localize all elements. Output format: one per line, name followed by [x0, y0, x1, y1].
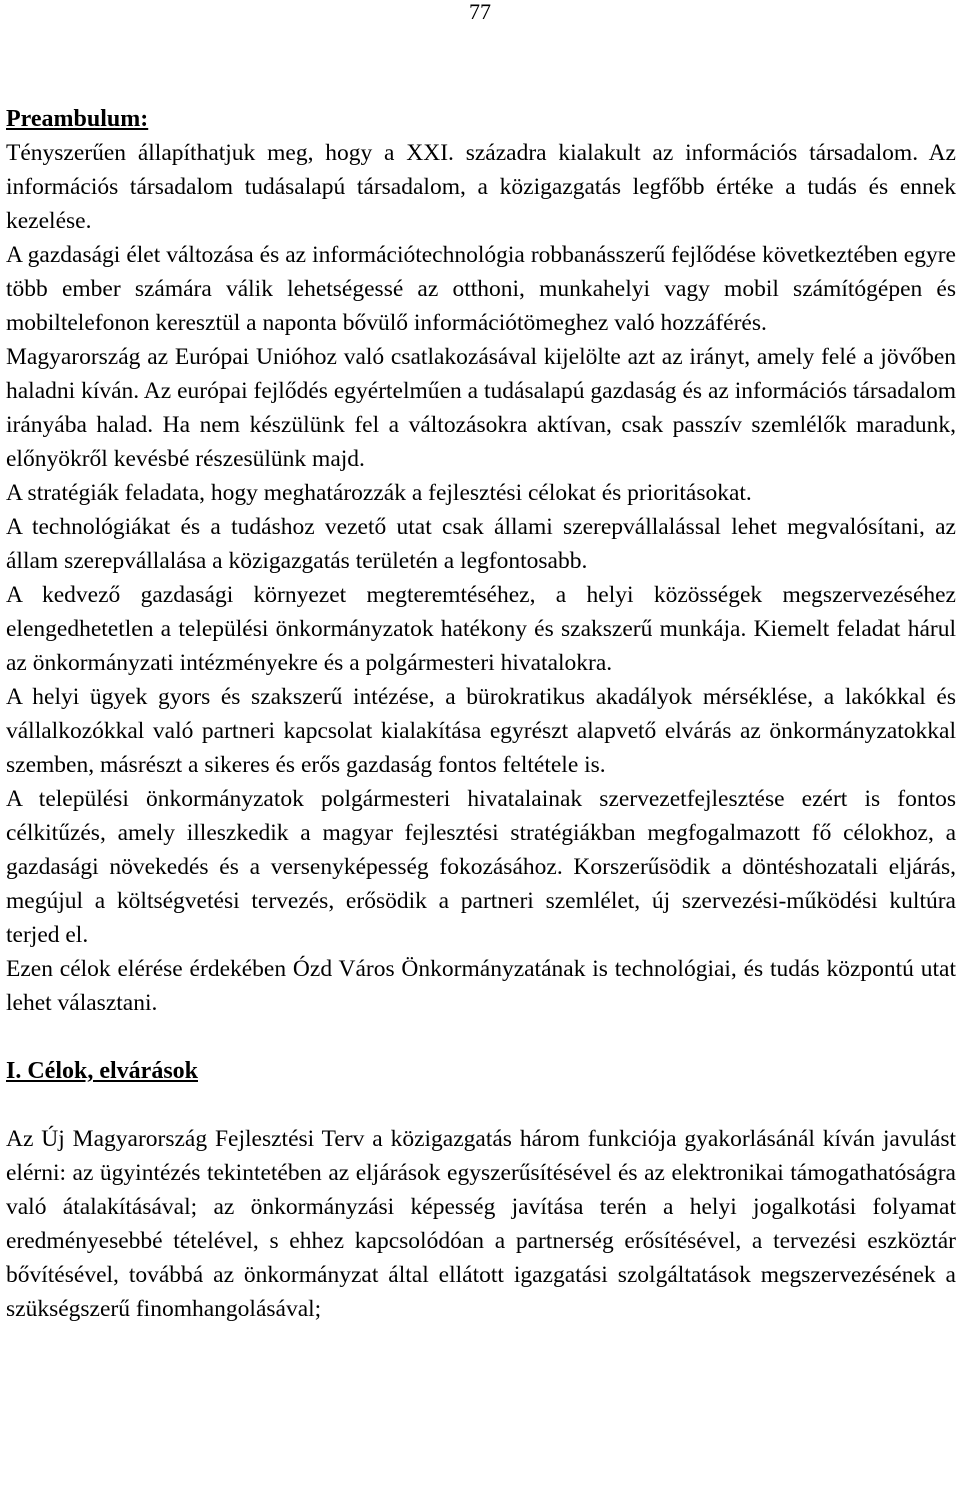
- page-number: 77: [469, 0, 491, 24]
- paragraph: A technológiákat és a tudáshoz vezető utat csak állami szerepvállalással lehet megvalósítani, az állam szerepvállalása a közigazgatás területén a legfontosabb.: [6, 514, 956, 574]
- spacer: [6, 1088, 956, 1122]
- paragraph: A gazdasági élet változása és az információtechnológia robbanásszerű fejlődése következtében egyre több ember számára válik lehetségessé az otthoni, munkahelyi vagy mobil számítógépen és mobiltelefonon keresztül a naponta bővülő információtömeghez való hozzáférés.: [6, 242, 956, 336]
- paragraph: A helyi ügyek gyors és szakszerű intézése, a bürokratikus akadályok mérséklése, a lakókkal és vállalkozókkal való partneri kapcsolat kialakítása egyrészt alapvető elvárás az önkormányzatokkal szemben, másrészt a sikeres és erős gazdaság fontos feltétele is.: [6, 684, 956, 778]
- section-heading-preamble: Preambulum:: [6, 106, 149, 132]
- paragraph: A stratégiák feladata, hogy meghatározzák a fejlesztési célokat és prioritásokat.: [6, 480, 752, 506]
- paragraph: Az Új Magyarország Fejlesztési Terv a közigazgatás három funkciója gyakorlásánál kíván javulást elérni: az ügyintézés tekintetében az eljárások egyszerűsítésével és az elektronikai támogathatóságra való átalakításával; az önkormányzási képesség javítása terén a helyi jogalkotási folyamat eredményesebbé tételével, s ehhez kapcsolódóan a partnerség erősítésével, a tervezési eszköztár bővítésével, továbbá az önkormányzat által ellátott igazgatási szolgáltatások megszervezésének a szükségszerű finomhangolásával;: [6, 1126, 956, 1322]
- document-body: [6, 102, 956, 1326]
- paragraph: Ezen célok elérése érdekében Ózd Város Önkormányzatának is technológiai, és tudás központú utat lehet választani.: [6, 956, 956, 1016]
- preamble-section: [6, 102, 956, 1020]
- goals-section: [6, 1054, 956, 1326]
- paragraph: Tényszerűen állapíthatjuk meg, hogy a XXI. századra kialakult az információs társadalom. Az információs társadalom tudásalapú társadalom, a közigazgatás legfőbb értéke a tudás és ennek kezelése.: [6, 140, 956, 234]
- paragraph: A kedvező gazdasági környezet megteremtéséhez, a helyi közösségek megszervezéséhez elengedhetetlen a települési önkormányzatok hatékony és szakszerű munkája. Kiemelt feladat hárul az önkormányzati intézményekre és a polgármesteri hivatalokra.: [6, 582, 956, 676]
- paragraph: A települési önkormányzatok polgármesteri hivatalainak szervezetfejlesztése ezért is fontos célkitűzés, amely illeszkedik a magyar fejlesztési stratégiákban megfogalmazott fő célokhoz, a gazdasági növekedés és a versenyképesség fokozásához. Korszerűsödik a döntéshozatali eljárás, megújul a költségvetési tervezés, erősödik a partneri szemlélet, új szervezési-működési kultúra terjed el.: [6, 786, 956, 948]
- paragraph: Magyarország az Európai Unióhoz való csatlakozásával kijelölte azt az irányt, amely felé a jövőben haladni kíván. Az európai fejlődés egyértelműen a tudásalapú gazdaság és az információs társadalom irányába halad. Ha nem készülünk fel a változásokra aktívan, csak passzív szemlélők maradunk, előnyökről kevésbé részesülünk majd.: [6, 344, 956, 472]
- section-heading-goals: I. Célok, elvárások: [6, 1058, 198, 1084]
